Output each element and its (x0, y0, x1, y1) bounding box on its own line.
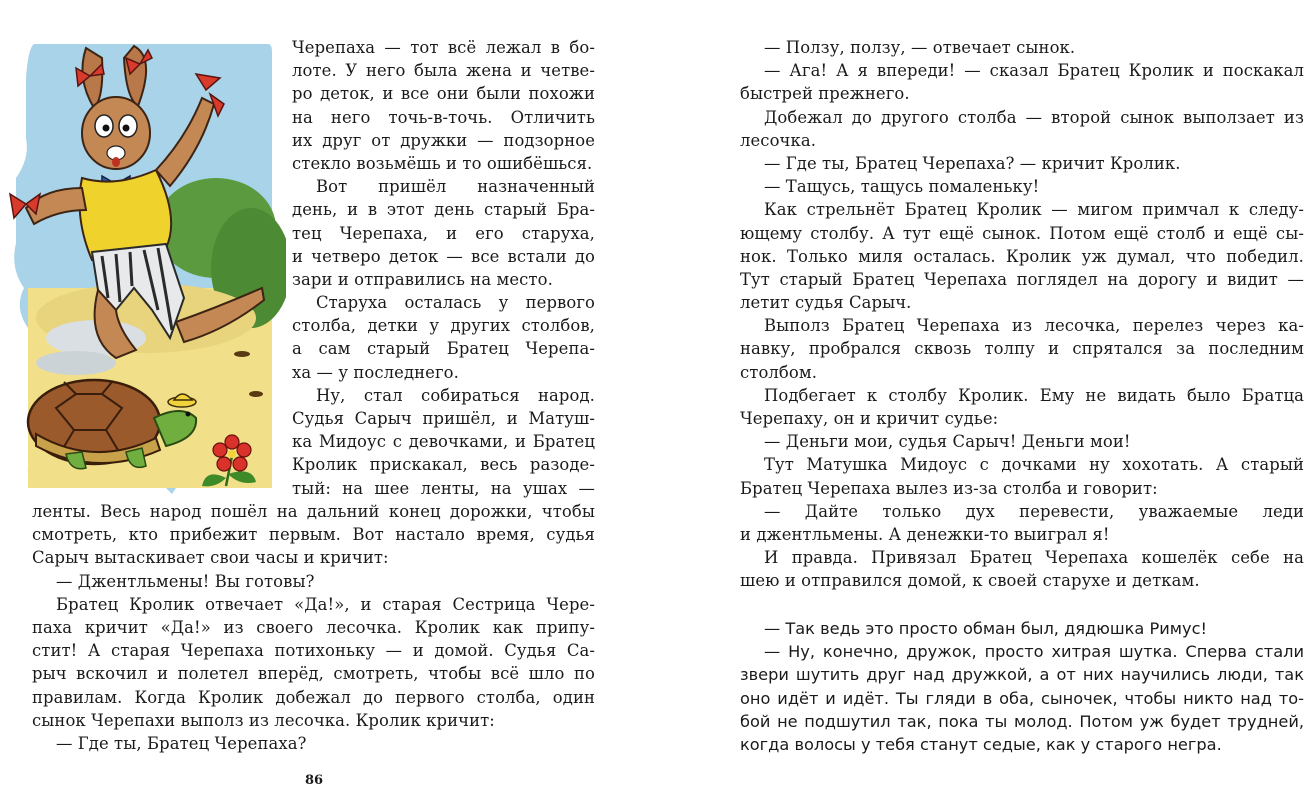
text-line: день, и в этот день старый Бра- (292, 200, 595, 220)
text-line: Сарыч вытаскивает свои часы и кричит: (32, 548, 389, 568)
page-number: 86 (305, 773, 324, 788)
text-line: летит судья Сарыч. (740, 293, 912, 313)
text-line: Судья Сарыч пришёл, и Матуш- (292, 409, 595, 428)
text-line: тец Черепаха, и его старуха, (292, 223, 595, 243)
text-line: столбом. (740, 362, 818, 382)
text-line: Подбегает к столбу Кролик. Ему не видать было Братца (764, 385, 1304, 405)
text-line: и джентльмены. А денежки-то выиграл я! (740, 524, 1110, 544)
text-line: ющему столбу. А тут ещё сынок. Потом ещё столб и ещё сы- (740, 223, 1304, 243)
text-line: — Где ты, Братец Черепаха? — кричит Кролик. (764, 153, 1181, 173)
text-line: паха кричит «Да!» из своего лесочка. Кролик как припу- (32, 617, 595, 637)
text-line: зари и отправились на место. (292, 269, 553, 289)
text-line: ка Мидоус с девочками, и Братец (292, 432, 595, 452)
text-line: оно идёт и идёт. Ты гляди в оба, сыночек, чтобы никто над то- (740, 688, 1304, 708)
text-line: Ну, стал собираться народ. (316, 385, 595, 405)
text-line: ленты. Весь народ пошёл на дальний конец дорожки, чтобы (32, 502, 595, 521)
text-line: навку, пробрался сквозь толпу и спрятался за последним (740, 339, 1304, 359)
text-line: рыч вскочил и полетел вперёд, смотреть, чтобы всё шло по (32, 664, 595, 684)
text-line: — Где ты, Братец Черепаха? (56, 733, 307, 753)
right-serif-column (740, 36, 1304, 593)
text-line: стекло возьмёшь и то ошибёшься. (292, 153, 593, 173)
text-line: — Джентльмены! Вы готовы? (56, 571, 315, 591)
text-line: — Ну, конечно, дружок, просто хитрая шутка. Сперва стали (764, 642, 1304, 662)
text-line: ро деток, и все они были похожи (292, 84, 595, 104)
text-line: смотреть, кто прибежит первым. Вот настало время, судья (32, 525, 595, 545)
text-line: — Так ведь это просто обман был, дядюшка Римус! (764, 619, 1207, 638)
text-line: а сам старый Братец Черепа- (292, 339, 595, 359)
text-line: — Деньги мои, судья Сарыч! Деньги мои! (764, 432, 1131, 452)
right-page (640, 0, 1305, 788)
left-wide-column (32, 500, 595, 755)
text-line: — Ползу, ползу, — отвечает сынок. (764, 38, 1076, 57)
text-line: Выполз Братец Черепаха из лесочка, перелез через ка- (764, 316, 1304, 336)
text-line: Как стрельнёт Братец Кролик — мигом примчал к следу- (764, 200, 1304, 220)
illustration-drawing (6, 38, 286, 494)
text-line: бой не подшутил так, пока ты молод. Потом уж будет трудней, (740, 711, 1304, 731)
left-page (0, 0, 640, 788)
text-line: Тут старый Братец Черепаха поглядел на дорогу и видит — (740, 269, 1304, 289)
left-narrow-column (292, 36, 595, 500)
text-line: И правда. Привязал Братец Черепаха кошелёк себе на (764, 548, 1304, 568)
text-line: — Дайте только дух перевести, уважаемые леди (764, 501, 1304, 521)
illustration-rabbit-and-turtle (6, 38, 286, 494)
text-line: тый: на шее ленты, на ушах — (292, 478, 595, 498)
text-line: ха — у последнего. (292, 362, 459, 382)
text-line: Кролик прискакал, весь разоде- (292, 455, 595, 475)
text-line: — Ага! А я впереди! — сказал Братец Кролик и поскакал (764, 61, 1304, 81)
text-line: Добежал до другого столба — второй сынок выползает из (764, 107, 1304, 127)
text-line: Тут Матушка Мидоус с дочками ну хохотать. А старый (764, 455, 1304, 475)
text-line: нок. Только миля осталась. Кролик уж думал, что победил. (740, 246, 1304, 266)
text-line: и четверо деток — все встали до (292, 246, 595, 266)
text-line: правилам. Когда Кролик добежал до первого столба, один (32, 687, 595, 707)
text-line: звери шутить друг над дружкой, а от них научились люди, так (740, 665, 1304, 685)
text-line: лоте. У него была жена и четве- (292, 61, 595, 81)
text-line: их друг от дружки — подзорное (292, 130, 595, 150)
text-line: Братец Кролик отвечает «Да!», и старая Сестрица Чере- (56, 594, 595, 614)
text-line: лесочка. (740, 130, 817, 150)
right-sans-column (740, 617, 1304, 756)
text-line: Братец Черепаха вылез из-за столба и говорит: (740, 478, 1158, 498)
text-line: на него точь-в-точь. Отличить (292, 107, 595, 127)
text-line: сынок Черепахи выполз из лесочка. Кролик кричит: (32, 710, 495, 730)
text-line: стит! А старая Черепаха потихоньку — и домой. Судья Са- (32, 641, 595, 661)
text-line: быстрей прежнего. (740, 84, 910, 104)
text-line: — Тащусь, тащусь помаленьку! (764, 177, 1040, 197)
text-line: Старуха осталась у первого (316, 293, 595, 313)
text-line: Черепаха — тот всё лежал в бо- (292, 38, 595, 57)
text-line: шею и отправился домой, к своей старухе и деткам. (740, 571, 1200, 591)
text-line: Вот пришёл назначенный (316, 177, 595, 197)
text-line: столба, детки у других столбов, (292, 316, 595, 336)
text-line: когда волосы у тебя станут седые, как у старого негра. (740, 734, 1222, 754)
text-line: Черепаху, он и кричит судье: (740, 409, 999, 428)
